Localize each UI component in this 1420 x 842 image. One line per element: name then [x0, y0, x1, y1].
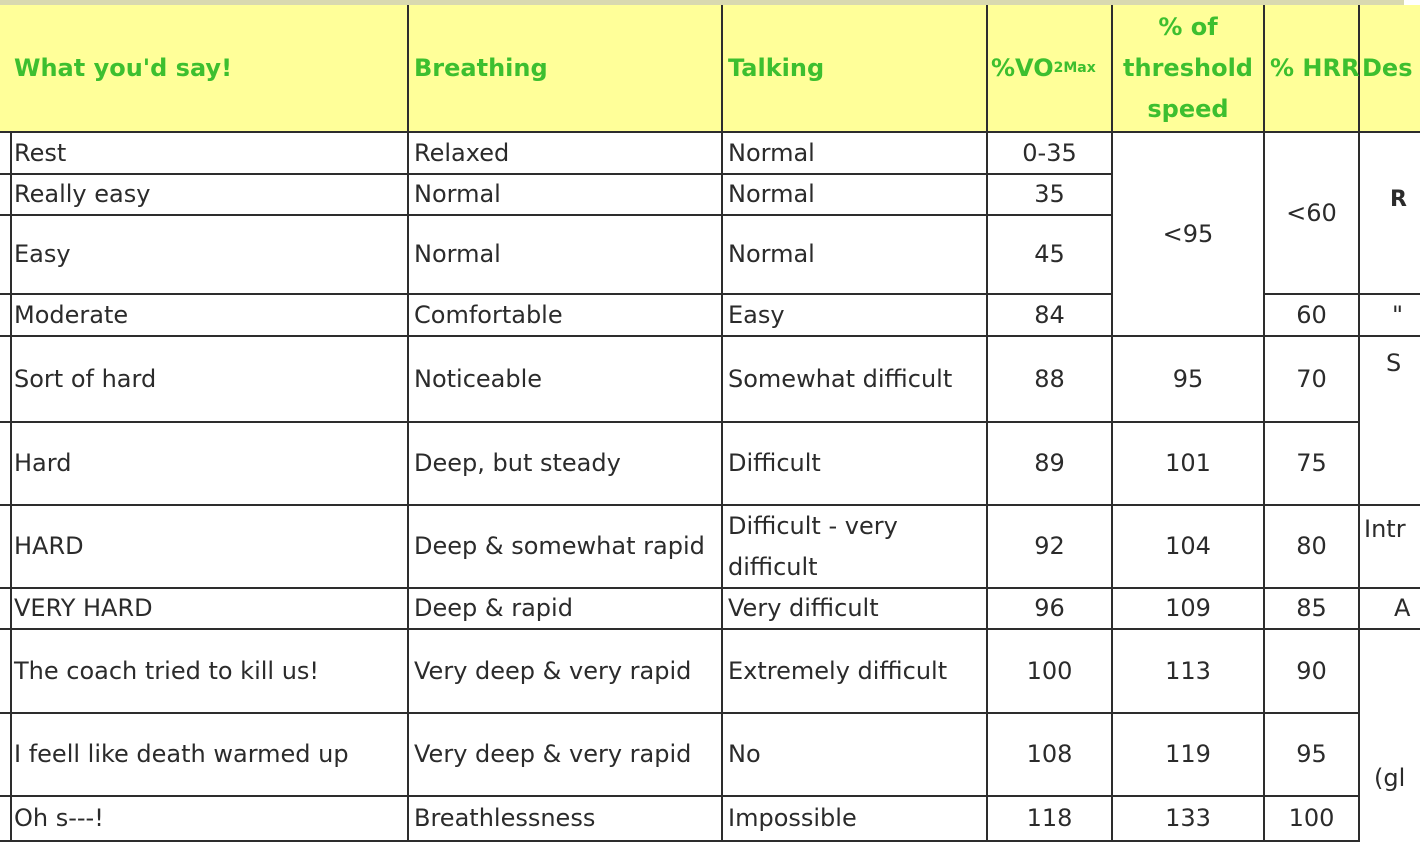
- cell-breathing[interactable]: Comfortable: [409, 295, 723, 337]
- cell-desc[interactable]: Intr: [1360, 506, 1420, 589]
- cell-hrr[interactable]: 90: [1265, 630, 1360, 714]
- cell-vo2[interactable]: 0-35: [988, 133, 1113, 175]
- cell-talking[interactable]: Normal: [723, 216, 988, 295]
- cell-threshold[interactable]: 113: [1113, 630, 1265, 714]
- cell-say-coach[interactable]: The coach tried to kill us!: [9, 630, 409, 714]
- cell-breathing[interactable]: Normal: [409, 216, 723, 295]
- cell-vo2[interactable]: 84: [988, 295, 1113, 337]
- cell-breathing[interactable]: Deep & rapid: [409, 589, 723, 630]
- header-vo2-subscript: 2Max: [1053, 59, 1096, 76]
- cell-desc[interactable]: A: [1360, 589, 1420, 630]
- rpe-table: [0, 5, 1413, 842]
- cell-vo2[interactable]: 118: [988, 797, 1113, 842]
- header-vo2-label: %VO: [991, 53, 1054, 82]
- cell-say-easy[interactable]: Easy: [9, 216, 409, 295]
- cell-say-sort-of-hard[interactable]: Sort of hard: [9, 337, 409, 423]
- cell-hrr[interactable]: 70: [1265, 337, 1360, 423]
- cell-threshold[interactable]: 95: [1113, 337, 1265, 423]
- cell-hrr[interactable]: 80: [1265, 506, 1360, 589]
- cell-vo2[interactable]: 108: [988, 714, 1113, 797]
- cell-threshold[interactable]: 104: [1113, 506, 1265, 589]
- cell-say-hard[interactable]: Hard: [9, 423, 409, 506]
- cell-threshold[interactable]: 119: [1113, 714, 1265, 797]
- cell-talking[interactable]: Normal: [723, 133, 988, 175]
- cell-threshold[interactable]: 133: [1113, 797, 1265, 842]
- cell-threshold-merged[interactable]: <95: [1113, 133, 1265, 337]
- cell-vo2[interactable]: 89: [988, 423, 1113, 506]
- cell-breathing[interactable]: Very deep & very rapid: [409, 630, 723, 714]
- cell-talking[interactable]: Impossible: [723, 797, 988, 842]
- header-vo2max[interactable]: [988, 5, 1113, 133]
- cell-breathing[interactable]: Very deep & very rapid: [409, 714, 723, 797]
- cell-hrr[interactable]: 60: [1265, 295, 1360, 337]
- cell-vo2[interactable]: 35: [988, 175, 1113, 216]
- cell-talking[interactable]: Difficult: [723, 423, 988, 506]
- cell-breathing[interactable]: Normal: [409, 175, 723, 216]
- header-breathing[interactable]: Breathing: [409, 5, 723, 133]
- cell-vo2[interactable]: 88: [988, 337, 1113, 423]
- cell-desc[interactable]: S: [1360, 337, 1420, 506]
- cell-breathing[interactable]: Deep, but steady: [409, 423, 723, 506]
- cell-talking[interactable]: Somewhat difficult: [723, 337, 988, 423]
- cell-talking[interactable]: Very difficult: [723, 589, 988, 630]
- cell-desc[interactable]: (gl: [1374, 764, 1406, 792]
- cell-say-really-easy[interactable]: Really easy: [9, 175, 409, 216]
- cell-hrr[interactable]: 75: [1265, 423, 1360, 506]
- cell-hrr[interactable]: 95: [1265, 714, 1360, 797]
- cell-breathing[interactable]: Deep & somewhat rapid: [409, 506, 723, 589]
- cell-talking[interactable]: Difficult - very difficult: [723, 506, 988, 589]
- cell-vo2[interactable]: 100: [988, 630, 1113, 714]
- cell-talking[interactable]: No: [723, 714, 988, 797]
- cell-breathing[interactable]: Breathlessness: [409, 797, 723, 842]
- cell-threshold[interactable]: 101: [1113, 423, 1265, 506]
- cell-talking[interactable]: Normal: [723, 175, 988, 216]
- cell-vo2[interactable]: 92: [988, 506, 1113, 589]
- header-talking[interactable]: Talking: [723, 5, 988, 133]
- cell-desc[interactable]: ": [1360, 295, 1420, 337]
- header-hrr[interactable]: % HRR: [1265, 5, 1360, 133]
- cell-threshold[interactable]: 109: [1113, 589, 1265, 630]
- header-what-youd-say[interactable]: What you'd say!: [9, 5, 409, 133]
- cell-say-moderate[interactable]: Moderate: [9, 295, 409, 337]
- header-description[interactable]: Des: [1360, 5, 1420, 133]
- header-threshold-speed[interactable]: % of threshold speed: [1113, 5, 1265, 133]
- cell-say-hard-caps[interactable]: HARD: [9, 506, 409, 589]
- cell-hrr[interactable]: 100: [1265, 797, 1360, 842]
- cell-say-death[interactable]: I feell like death warmed up: [9, 714, 409, 797]
- cell-say-oh[interactable]: Oh s---!: [9, 797, 409, 842]
- cell-breathing[interactable]: Relaxed: [409, 133, 723, 175]
- cell-say-rest[interactable]: Rest: [9, 133, 409, 175]
- cell-vo2[interactable]: 96: [988, 589, 1113, 630]
- cell-say-very-hard[interactable]: VERY HARD: [9, 589, 409, 630]
- cell-talking[interactable]: Easy: [723, 295, 988, 337]
- cell-hrr-merged[interactable]: <60: [1265, 133, 1360, 295]
- cell-vo2[interactable]: 45: [988, 216, 1113, 295]
- cell-talking[interactable]: Extremely difficult: [723, 630, 988, 714]
- cell-desc[interactable]: R: [1360, 133, 1420, 295]
- cell-breathing[interactable]: Noticeable: [409, 337, 723, 423]
- cell-hrr[interactable]: 85: [1265, 589, 1360, 630]
